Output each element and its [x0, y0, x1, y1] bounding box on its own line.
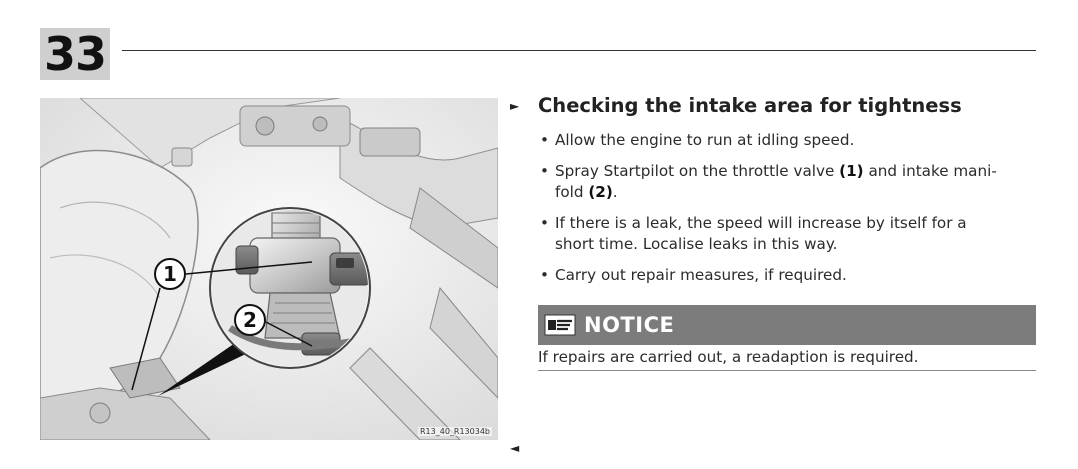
- procedure-steps: [540, 130, 1036, 286]
- notice-title: NOTICE: [584, 313, 675, 337]
- page-number: 33: [40, 28, 110, 80]
- engine-illustration: [40, 98, 498, 440]
- bullet: •: [540, 214, 549, 232]
- reference-2: (2): [588, 183, 613, 201]
- section-end-marker: ◄: [510, 441, 520, 455]
- step-text: .: [612, 183, 618, 201]
- step-item: [540, 213, 1036, 255]
- step-text: and intake mani-: [863, 162, 997, 180]
- notice-text: If repairs are carried out, a readaption is required.: [538, 348, 919, 366]
- callout-2-label: 2: [243, 308, 257, 332]
- figure-reference: R13_40_R13034b: [419, 427, 490, 436]
- callout-2: [235, 305, 265, 335]
- bullet: •: [540, 266, 549, 284]
- header-rule: [122, 50, 1036, 51]
- notice-rule: [538, 370, 1036, 371]
- intake-area-drawing: [40, 98, 498, 440]
- step-text: fold: [555, 183, 589, 201]
- step-text: Spray Startpilot on the throttle valve: [555, 162, 840, 180]
- section-title: Checking the intake area for tightness: [538, 94, 962, 117]
- callout-1: [155, 259, 185, 289]
- step-item: [540, 265, 1036, 286]
- step-item: [540, 130, 1036, 151]
- step-item: [540, 161, 1036, 203]
- step-text: Allow the engine to run at idling speed.: [555, 131, 855, 149]
- bullet: •: [540, 162, 549, 180]
- callout-1-label: 1: [163, 262, 177, 286]
- section-start-marker: ►: [510, 99, 520, 113]
- step-text: short time. Localise leaks in this way.: [555, 235, 838, 253]
- notice-bar: [538, 305, 1036, 345]
- notice-hand-icon: [544, 314, 576, 336]
- step-text: If there is a leak, the speed will increase by itself for a: [555, 214, 967, 232]
- step-text: Carry out repair measures, if required.: [555, 266, 847, 284]
- reference-1: (1): [839, 162, 864, 180]
- bullet: •: [540, 131, 549, 149]
